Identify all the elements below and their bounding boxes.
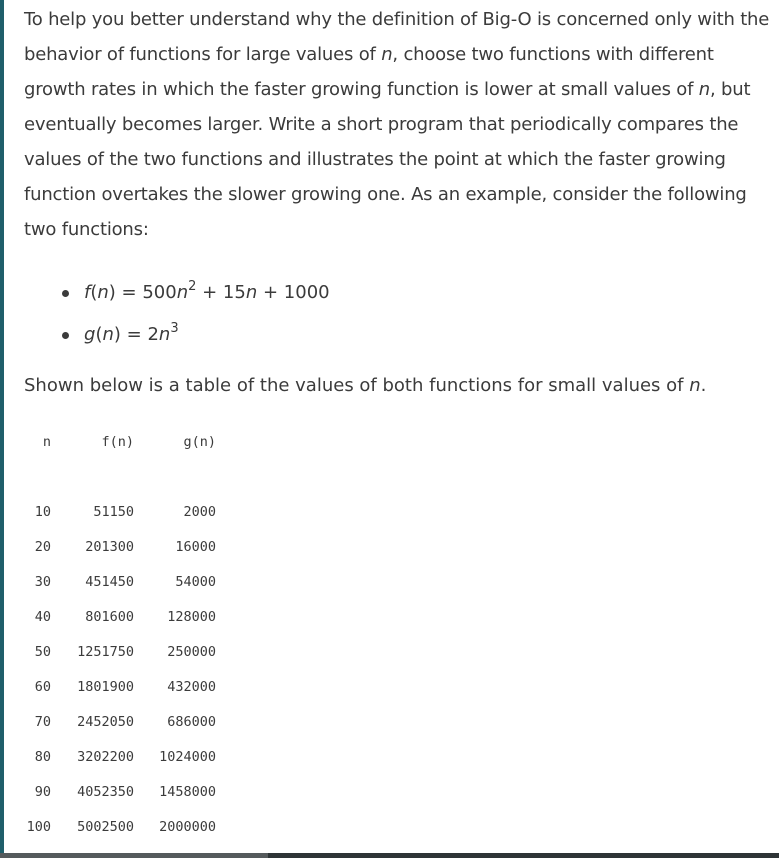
table-row — [24, 740, 216, 775]
cell-f: 451450 — [85, 574, 134, 590]
cell-f: 801600 — [85, 609, 134, 625]
cell-n: 70 — [34, 714, 51, 730]
cell-n: 100 — [26, 819, 51, 835]
cell-f: 5002500 — [77, 819, 134, 835]
function-f-item: $f(n) = 500n^2 + 15n + 1000$ — [62, 272, 330, 314]
header-g: g(n) — [183, 434, 216, 450]
cell-f: 201300 — [85, 539, 134, 555]
table-row — [24, 705, 216, 740]
cell-n: 80 — [34, 749, 51, 765]
cell-g: 128000 — [167, 609, 216, 625]
cell-n: 10 — [34, 504, 51, 520]
cell-n: 60 — [34, 679, 51, 695]
intro-line-7: two functions: — [24, 219, 149, 240]
table-row — [24, 635, 216, 670]
cell-g: 1024000 — [159, 749, 216, 765]
intro-line-3: growth rates in which the faster growing function is lower at small values of n, but — [24, 79, 751, 100]
cell-g: 686000 — [167, 714, 216, 730]
cell-f: 4052350 — [77, 784, 134, 800]
table-row — [24, 530, 216, 565]
intro-line-4: eventually becomes larger. Write a short program that periodically compares the — [24, 114, 739, 135]
table-row — [24, 495, 216, 530]
problem-statement — [24, 0, 776, 247]
intro-line-6: function overtakes the slower growing one. As an example, consider the following — [24, 184, 747, 205]
table-intro: Shown below is a table of the values of both functions for small values of n. — [24, 375, 707, 396]
problem-content — [24, 0, 776, 835]
cell-n: 90 — [34, 784, 51, 800]
cell-f: 2452050 — [77, 714, 134, 730]
bullet-icon — [62, 332, 69, 339]
cell-g: 16000 — [175, 539, 216, 555]
intro-line-2: behavior of functions for large values of n, choose two functions with different — [24, 44, 714, 65]
header-n: n — [42, 434, 51, 450]
function-list — [62, 272, 330, 356]
table-row — [24, 670, 216, 705]
table-header-row — [24, 425, 216, 495]
values-table — [24, 425, 216, 845]
table-row — [24, 775, 216, 810]
table-row — [24, 565, 216, 600]
cell-g: 2000 — [183, 504, 216, 520]
cell-f: 1251750 — [77, 644, 134, 660]
function-g-item: $g(n) = 2n^3$ — [62, 314, 330, 356]
cell-n: 20 — [34, 539, 51, 555]
table-row — [24, 810, 216, 845]
cell-f: 51150 — [93, 504, 134, 520]
cell-g: 250000 — [167, 644, 216, 660]
bottom-bar-segment — [0, 853, 268, 858]
table-row — [24, 600, 216, 635]
cell-g: 2000000 — [159, 819, 216, 835]
table-body — [24, 495, 216, 845]
cell-f: 3202200 — [77, 749, 134, 765]
cell-g: 1458000 — [159, 784, 216, 800]
cell-g: 432000 — [167, 679, 216, 695]
cell-f: 1801900 — [77, 679, 134, 695]
intro-line-5: values of the two functions and illustrates the point at which the faster growing — [24, 149, 726, 170]
cell-n: 30 — [34, 574, 51, 590]
cell-n: 50 — [34, 644, 51, 660]
cell-n: 40 — [34, 609, 51, 625]
header-f: f(n) — [101, 434, 134, 450]
bullet-icon — [62, 290, 69, 297]
left-accent-rule — [0, 0, 4, 858]
cell-g: 54000 — [175, 574, 216, 590]
intro-line-1: To help you better understand why the definition of Big-O is concerned only with the — [24, 9, 770, 30]
